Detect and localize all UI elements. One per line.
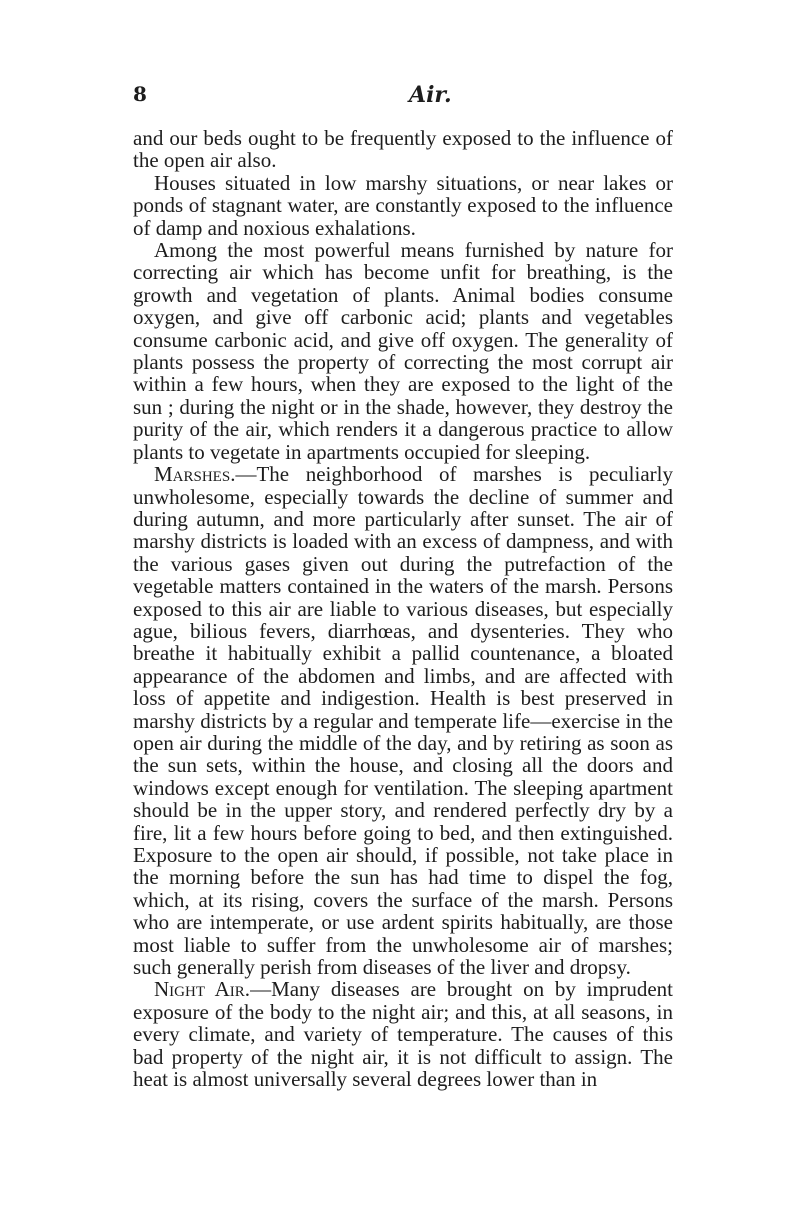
page-number: 8 <box>133 82 147 106</box>
page-header <box>133 82 670 112</box>
paragraph-text: and our beds ought to be frequently exposed to the influence of the open air also. <box>133 126 673 173</box>
paragraph-3 <box>133 239 673 463</box>
running-head: Air. <box>409 82 452 108</box>
paragraph-text: Among the most powerful means furnished by nature for correcting air which has become unfit for breathing, is the growth and vegetation of plants. Animal bodies consume oxygen, and give off carbonic acid; plants and vegetables consume carbonic acid, and give off oxygen. The generality of plants possess the property of correcting the most corrupt air within a few hours, when they are exposed to the light of the sun ; during the night or in the shade, however, they destroy the purity of the air, which renders it a dangerous practice to allow plants to vegetate in apartments occupied for sleeping. <box>133 238 673 464</box>
paragraph-text: Houses situated in low marshy situations, or near lakes or ponds of stagnant water, are constantly exposed to the influence of damp and noxious exhalations. <box>133 170 673 240</box>
paragraph-night-air <box>133 978 673 1090</box>
paragraph-text: —The neighborhood of marshes is peculiarly unwholesome, especially towards the decline of summer and during autumn, and more particularly after sunset. The air of marshy districts is loaded with an excess of dampness, and with the various gases given out during the putrefaction of the vegetable matters contained in the waters of the marsh. Persons exposed to this air are liable to various diseases, but especially ague, bilious fevers, diarrhœas, and dysenteries. They who breathe it habitually exhibit a pallid countenance, a bloated appearance of the abdomen and limbs, and are affected with loss of appetite and indigestion. Health is best preserved in marshy districts by a regular and temperate life—exercise in the open air during the middle of the day, and by retiring as soon as the sun sets, within the house, and closing all the doors and windows except enough for ventilation. The sleeping apartment should be in the upper story, and rendered perfectly dry by a fire, lit a few hours before going to bed, and then extinguished. Exposure to the open air should, if possible, not take place in the morning before the sun has had time to dispel the fog, which, at its rising, covers the surface of the marsh. Persons who are intemperate, or use ardent spirits habitually, are those most liable to suffer from the unwholesome air of marshes; such generally perish from diseases of the liver and dropsy. <box>133 462 673 980</box>
paragraph-marshes <box>133 463 673 978</box>
section-lead-marshes: Marshes. <box>154 462 236 487</box>
section-lead-night-air: Night Air. <box>154 977 251 1002</box>
paragraph-1 <box>133 127 673 172</box>
body-text <box>133 127 673 1090</box>
paragraph-2 <box>133 172 673 239</box>
paragraph-text: —Many diseases are brought on by imprudent exposure of the body to the night air; and this, at all seasons, in every climate, and variety of temperature. The causes of this bad property of the night air, it is not difficult to assign. The heat is almost universally several degrees lower than in <box>133 977 673 1092</box>
